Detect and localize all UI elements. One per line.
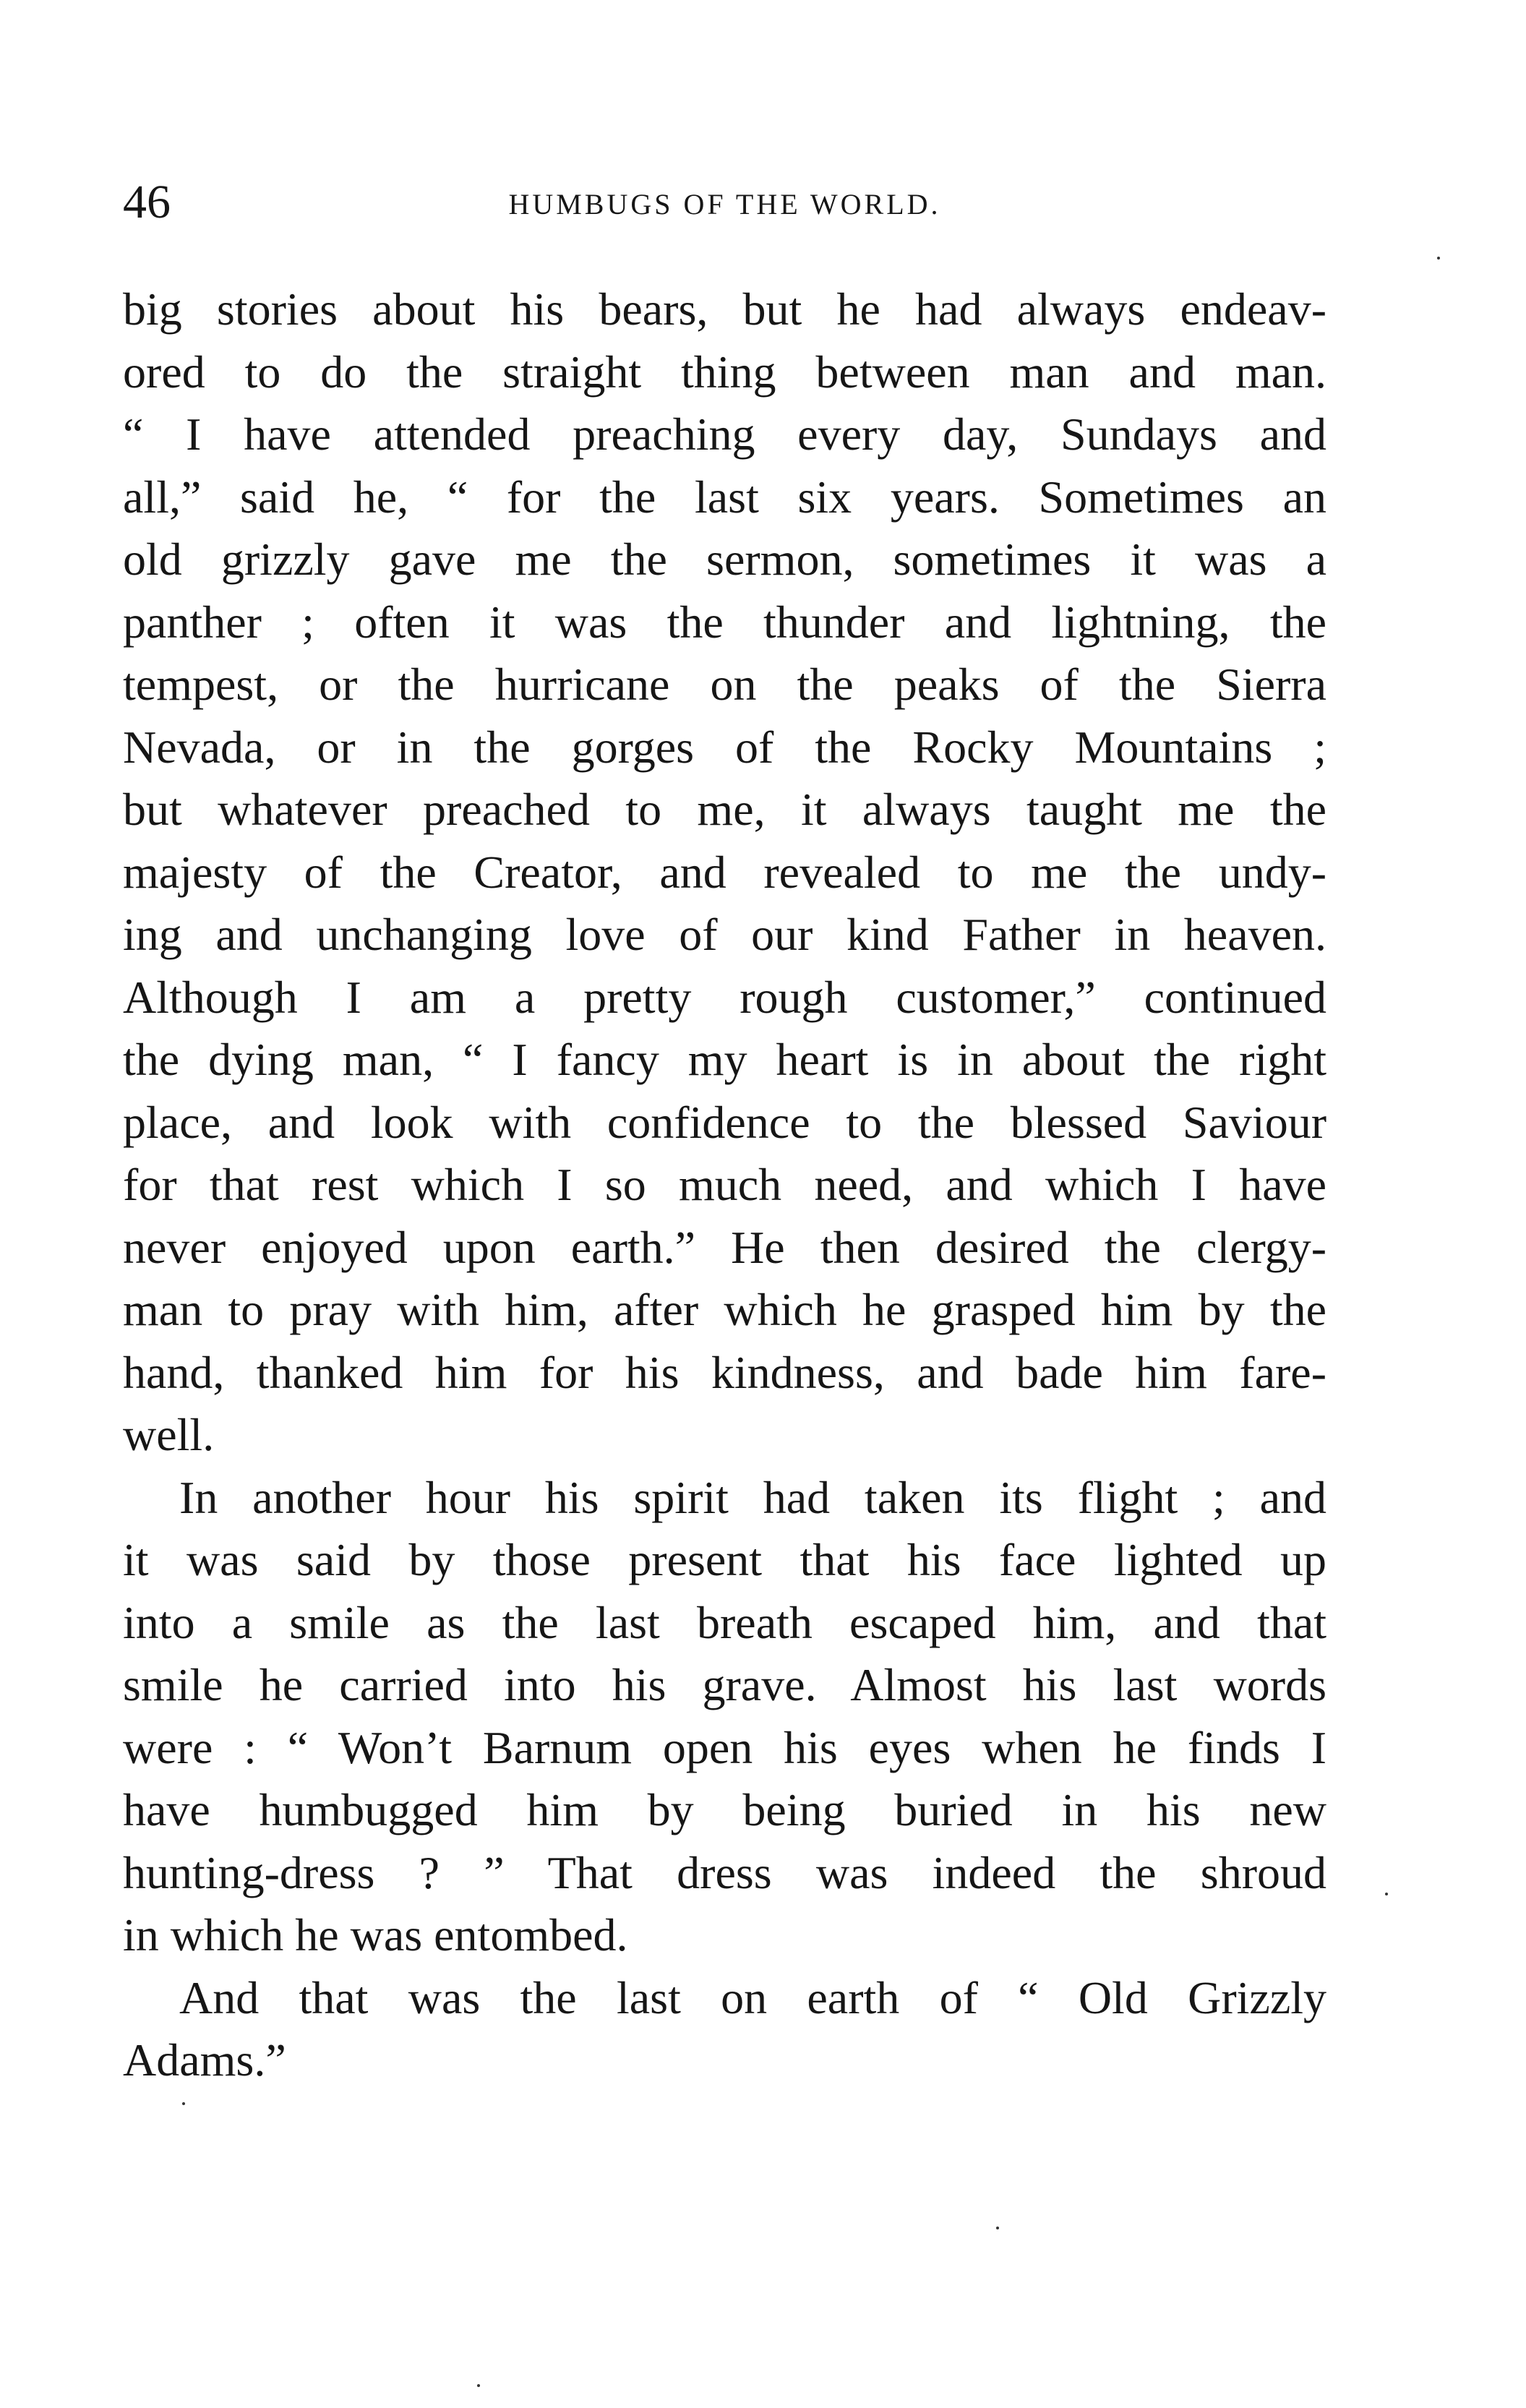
print-speck [182,2102,185,2105]
paragraph [123,1967,1326,2092]
text-line: Nevada, or in the gorges of the Rocky Mountains ; [123,721,1326,773]
text-line: majesty of the Creator, and revealed to me the undy- [123,846,1326,898]
print-speck [996,2227,999,2229]
text-line: all,” said he, “ for the last six years. Sometimes an [123,471,1326,523]
text-line: big stories about his bears, but he had always endeav- [123,283,1326,335]
text-line: tempest, or the hurricane on the peaks of the Sierra [123,659,1326,710]
text-line: smile he carried into his grave. Almost his last words [123,1659,1326,1710]
print-speck [1385,1893,1388,1895]
print-speck [477,2384,480,2387]
text-line: In another hour his spirit had taken its flight ; and [179,1471,1326,1523]
running-head: HUMBUGS OF THE WORLD. [508,188,941,220]
text-line: but whatever preached to me, it always taught me the [123,784,1326,835]
text-line: the dying man, “ I fancy my heart is in about the right [123,1034,1326,1085]
text-line: old grizzly gave me the sermon, sometimes it was a [123,534,1326,585]
text-line: Although I am a pretty rough customer,” continued [123,971,1326,1023]
text-line: panther ; often it was the thunder and lightning, the [123,596,1326,648]
text-line: hand, thanked him for his kindness, and bade him fare- [123,1346,1326,1398]
page-number: 46 [123,176,171,228]
text-line: Adams.” [123,2034,286,2086]
text-line: place, and look with confidence to the blessed Saviour [123,1096,1326,1148]
page-header [123,173,1326,231]
text-line: never enjoyed upon earth.” He then desired the clergy- [123,1221,1326,1273]
text-line: “ I have attended preaching every day, Sundays and [123,408,1326,460]
text-line: ored to do the straight thing between man and man. [123,346,1326,398]
text-line: have humbugged him by being buried in his new [123,1784,1326,1835]
print-speck [1437,257,1440,260]
paragraph [123,278,1326,1467]
text-line: into a smile as the last breath escaped him, and that [123,1596,1326,1648]
text-line: in which he was entombed. [123,1909,628,1961]
paragraph [123,1467,1326,1967]
text-line: it was said by those present that his face lighted up [123,1534,1326,1585]
text-line: ing and unchanging love of our kind Father in heaven. [123,909,1326,960]
text-line: were : “ Won’t Barnum open his eyes when he finds I [123,1721,1326,1773]
text-line: well. [123,1409,215,1460]
text-line: And that was the last on earth of “ Old Grizzly [179,1971,1326,2023]
text-line: man to pray with him, after which he grasped him by the [123,1284,1326,1335]
text-line: hunting-dress ? ” That dress was indeed the shroud [123,1846,1326,1898]
body-text [123,278,1326,2092]
text-line: for that rest which I so much need, and which I have [123,1159,1326,1210]
